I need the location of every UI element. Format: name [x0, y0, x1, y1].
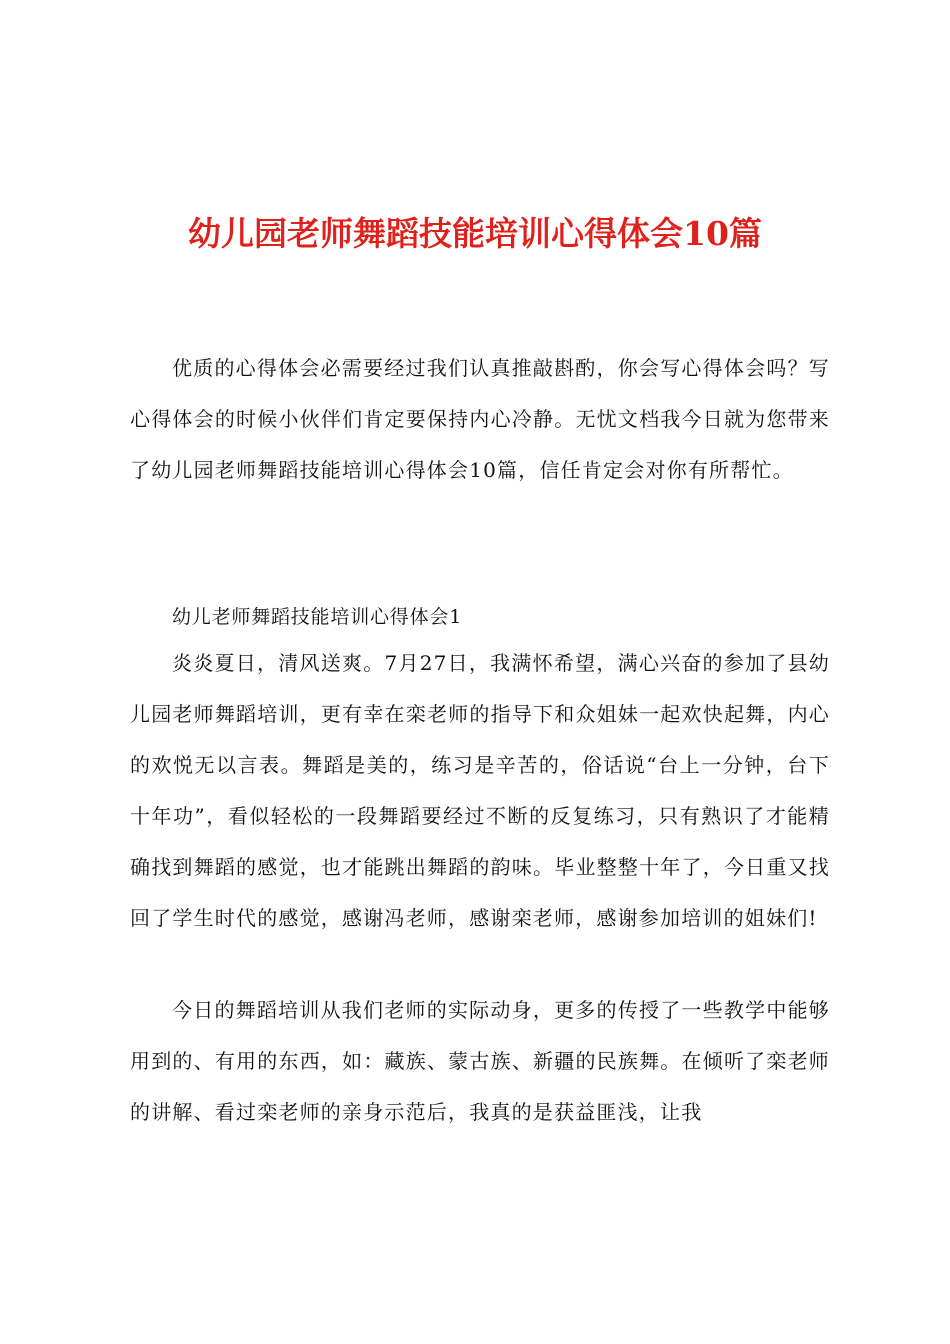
document-title: 幼儿园老师舞蹈技能培训心得体会10篇	[188, 214, 762, 253]
body-paragraph-2: 今日的舞蹈培训从我们老师的实际动身，更多的传授了一些教学中能够用到的、有用的东西，如：藏族、蒙古族、新疆的民族舞。在倾听了栾老师的讲解、看过栾老师的亲身示范后，我真的是获益匪浅，让我	[130, 998, 830, 1124]
section-heading: 幼儿老师舞蹈技能培训心得体会1	[172, 606, 463, 628]
intro-paragraph: 优质的心得体会必需要经过我们认真推敲斟酌，你会写心得体会吗？写心得体会的时候小伙伴们肯定要保持内心冷静。无忧文档我今日就为您带来了幼儿园老师舞蹈技能培训心得体会10篇，信任肯定会对你有所帮忙。	[130, 356, 830, 482]
body-paragraph-1: 炎炎夏日，清风送爽。7月27日，我满怀希望，满心兴奋的参加了县幼儿园老师舞蹈培训，更有幸在栾老师的指导下和众姐妹一起欢快起舞，内心的欢悦无以言表。舞蹈是美的，练习是辛苦的，俗话说“台上一分钟，台下十年功”，看似轻松的一段舞蹈要经过不断的反复练习，只有熟识了才能精确找到舞蹈的感觉，也才能跳出舞蹈的韵味。毕业整整十年了，今日重又找回了学生时代的感觉，感谢冯老师，感谢栾老师，感谢参加培训的姐妹们!	[130, 651, 830, 930]
